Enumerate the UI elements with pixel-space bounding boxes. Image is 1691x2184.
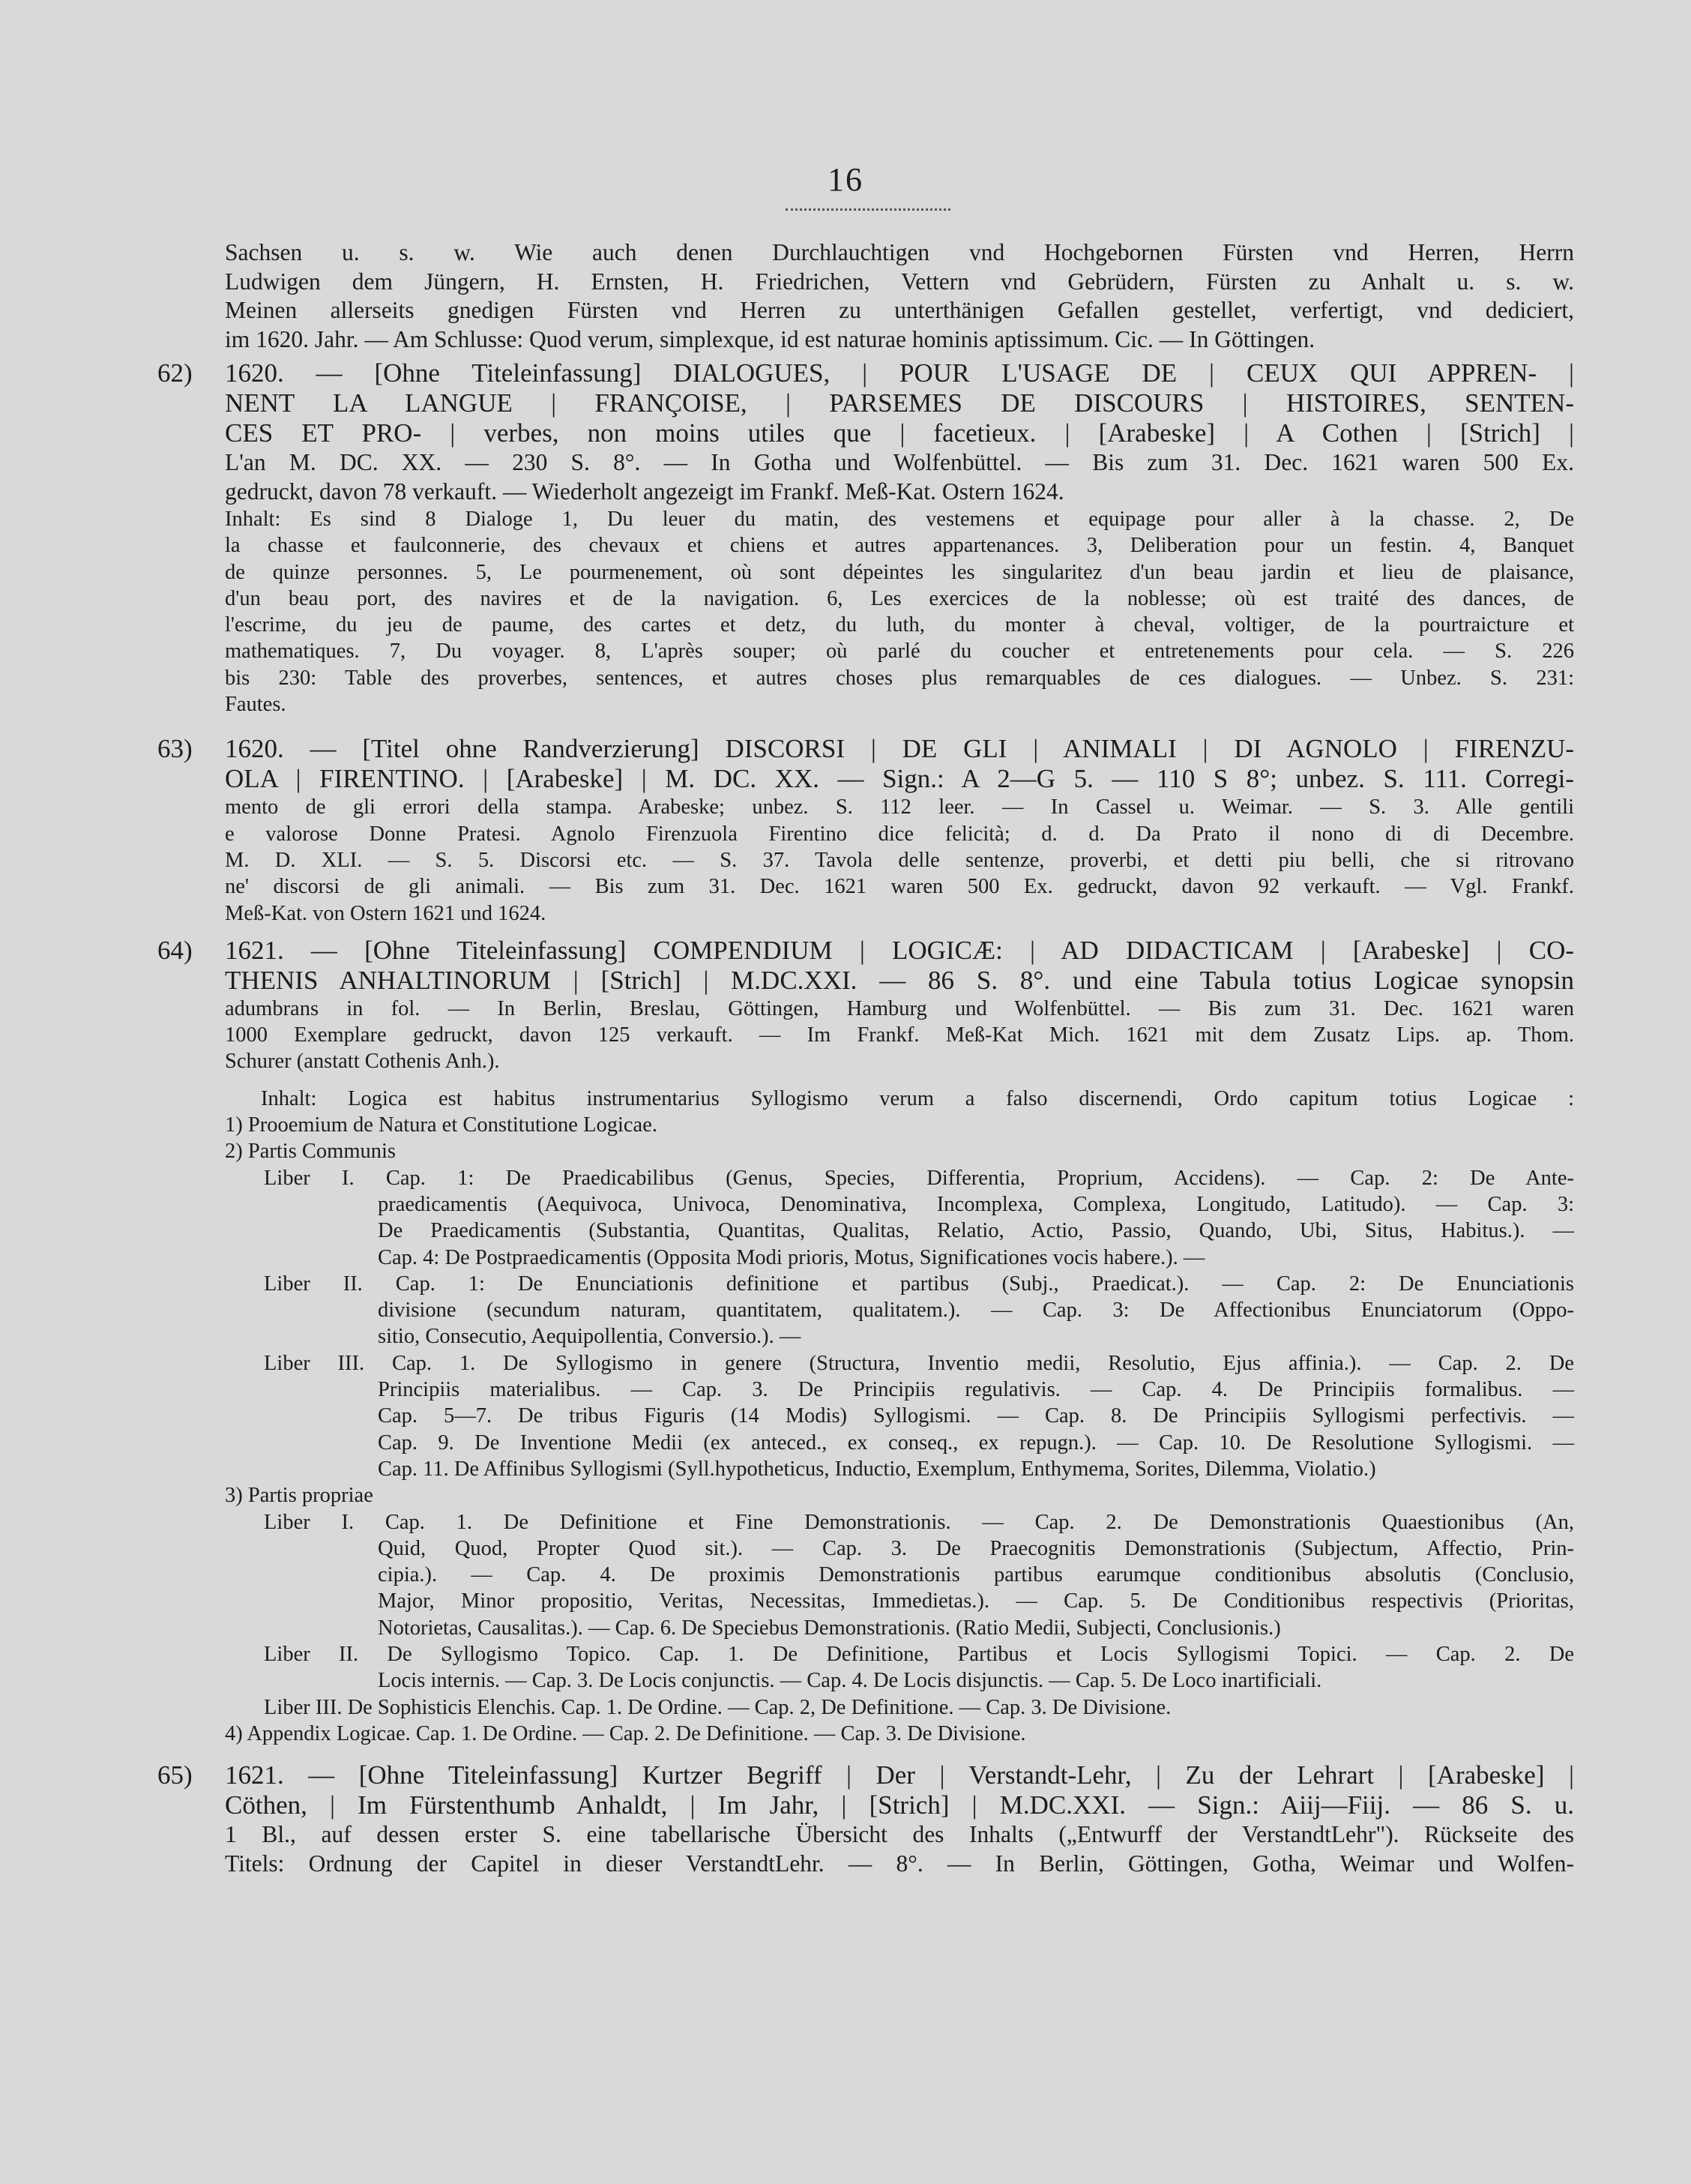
intro-paragraph [225,238,1574,354]
contents-item: 3) Partis propriae [225,1484,373,1508]
entry-title-line: 1620. — [Titel ohne Randverzierung] DISCORSI | DE GLI | ANIMALI | DI AGNOLO | FIRENZU- [225,734,1574,764]
contents-line: sitio, Consecutio, Aequipollentia, Conversio.). — [378,1325,801,1349]
intro-line: Ludwigen dem Jüngern, H. Ernsten, H. Friedrichen, Vettern vnd Gebrüdern, Fürsten zu Anhalt u. s. w. [225,268,1574,295]
entry-number: 62) [157,358,193,388]
contents-intro: Inhalt: Logica est habitus instrumentarius Syllogismo verum a falso discernendi, Ordo capitum totius Logicae : [261,1086,1574,1110]
contents-item: 2) Partis Communis [225,1140,397,1164]
entry-content-line: ne' discorsi de gli animali. — Bis zum 31. Dec. 1621 waren 500 Ex. gedruckt, davon 92 verkauft. — Vgl. Frankf. [225,875,1574,899]
contents-line: De Praedicamentis (Substantia, Quantitas, Qualitas, Relatio, Actio, Passio, Quando, Ubi, Situs, Habitus.). — [378,1219,1574,1243]
page-content [157,238,1574,1878]
entry-content-line: l'escrime, du jeu de paume, des cartes et detz, du luth, du monter à cheval, voltiger, de la pourtraicture et [225,613,1574,637]
contents-line: Principiis materialibus. — Cap. 3. De Principiis regulativis. — Cap. 4. De Principiis formalibus. — [378,1378,1574,1402]
entry-content-line: Fautes. [225,693,286,717]
contents-liber-1 [264,1165,1574,1271]
contents-item: 1) Prooemium de Natura et Constitutione Logicae. [225,1113,657,1137]
entry-title-line: 1621. — [Ohne Titeleinfassung] Kurtzer Begriff | Der | Verstandt-Lehr, | Zu der Lehrart | [Arabeske] | [225,1760,1574,1790]
entry-line: L'an M. DC. XX. — 230 S. 8°. — In Gotha und Wolfenbüttel. — Bis zum 31. Dec. 1621 waren 500 Ex. [225,449,1574,475]
contents-propria-liber-3 [264,1694,1574,1721]
contents-line: Liber I. Cap. 1. De Definitione et Fine Demonstrationis. — Cap. 2. De Demonstrationis Quaestionibus (An, [264,1510,1574,1534]
entry-62 [157,358,1574,718]
entry-content-line: Meß-Kat. von Ostern 1621 und 1624. [225,901,546,925]
contents-line: Liber I. Cap. 1: De Praedicabilibus (Genus, Species, Differentia, Proprium, Accidens). — Cap. 2: De Ante- [264,1166,1574,1190]
entry-title-line: 1621. — [Ohne Titeleinfassung] COMPENDIUM | LOGICÆ: | AD DIDACTICAM | [Arabeske] | CO- [225,935,1574,965]
contents-line: Cap. 4: De Postpraedicamentis (Opposita Modi prioris, Motus, Significationes vocis habere.). — [378,1245,1205,1269]
contents-item: 4) Appendix Logicae. Cap. 1. De Ordine. — Cap. 2. De Definitione. — Cap. 3. De Divisione. [225,1721,1026,1745]
entry-63 [157,734,1574,926]
page-number: 16 [828,161,863,198]
contents-continuation [378,1297,1574,1350]
entry-number: 64) [157,935,193,965]
contents-continuation [378,1667,1574,1694]
entry-number: 65) [157,1760,193,1790]
entry-content-line: bis 230: Table des proverbes, sentences, et autres choses plus remarquables de ces dialogues. — Unbez. S. 231: [225,666,1574,690]
contents-line: Liber III. De Sophisticis Elenchis. Cap. 1. De Ordine. — Cap. 2, De Definitione. — Cap. 3. De Divisione. [264,1695,1172,1719]
entry-title-line: Cöthen, | Im Fürstenthumb Anhaldt, | Im Jahr, | [Strich] | M.DC.XXI. — Sign.: Aiij—Fiij. — 86 S. u. [225,1790,1574,1820]
contents-continuation [378,1377,1574,1482]
contents-line: Liber II. De Syllogismo Topico. Cap. 1. De Definitione, Partibus et Locis Syllogismi Topici. — Cap. 2. De [264,1642,1574,1666]
entry-content-line: adumbrans in fol. — In Berlin, Breslau, Göttingen, Hamburg und Wolfenbüttel. — Bis zum 31. Dec. 1621 waren [225,996,1574,1020]
contents-line: divisione (secundum naturam, quantitatem, qualitatem.). — Cap. 3: De Affectionibus Enunciatorum (Oppo- [378,1299,1574,1323]
intro-line: Sachsen u. s. w. Wie auch denen Durchlauchtigen vnd Hochgebornen Fürsten vnd Herren, Herrn [225,239,1574,265]
entry-content-line: Inhalt: Es sind 8 Dialoge 1, Du leuer du matin, des vestemens et equipage pour aller à la chasse. 2, De [225,508,1574,531]
entry-content-line: la chasse et faulconnerie, des chevaux et chiens et autres appartenances. 3, Deliberation pour un festin. 4, Banquet [225,534,1574,558]
entry-content-line: e valorose Donne Pratesi. Agnolo Firenzuola Firentino dice felicità; d. d. Da Prato il nono di di Decembre. [225,822,1574,846]
entry-content-line: mathematiques. 7, Du voyager. 8, L'après souper; où parlé du coucher et entretenements pour cela. — S. 226 [225,640,1574,664]
contents-line: Cap. 9. De Inventione Medii (ex anteced., ex conseq., ex repugn.). — Cap. 10. De Resolutione Syllogismi. — [378,1431,1574,1455]
contents-liber-2 [264,1271,1574,1350]
entry-content-line: d'un beau port, des navires et de la navigation. 6, Les exercices de la noblesse; où est traité des dances, de [225,586,1574,610]
contents-line: Liber III. Cap. 1. De Syllogismo in genere (Structura, Inventio medii, Resolutio, Ejus affinia.). — Cap. 2. De [264,1351,1574,1375]
entry-content-line: de quinze personnes. 5, Le pourmenement, où sont dépeintes les singularitez d'un beau jardin et lieu de plaisance, [225,560,1574,584]
entry-65 [157,1760,1574,1878]
contents-liber-3 [264,1350,1574,1482]
intro-line: im 1620. Jahr. — Am Schlusse: Quod verum, simplexque, id est naturae hominis aptissimum. Cic. — In Göttingen. [225,325,1315,352]
contents-line: Major, Minor propositio, Veritas, Necessitas, Immedietas.). — Cap. 5. De Conditionibus respectivis (Prioritas, [378,1589,1574,1613]
entry-title-line: NENT LA LANGUE | FRANÇOISE, | PARSEMES DE DISCOURS | HISTOIRES, SENTEN- [225,388,1574,418]
contents-line: Liber II. Cap. 1: De Enunciationis definitione et partibus (Subj., Praedicat.). — Cap. 2: De Enunciationis [264,1272,1574,1296]
entry-content-line: Schurer (anstatt Cothenis Anh.). [225,1050,500,1074]
contents-line: Locis internis. — Cap. 3. De Locis conjunctis. — Cap. 4. De Locis disjunctis. — Cap. 5. De Loco inartificiali. [378,1669,1322,1693]
entry-content-line: mento de gli errori della stampa. Arabeske; unbez. S. 112 leer. — In Cassel u. Weimar. — S. 3. Alle gentili [225,795,1574,819]
entry-content-line: 1000 Exemplare gedruckt, davon 125 verkauft. — Im Frankf. Meß-Kat Mich. 1621 mit dem Zusatz Lips. ap. Thom. [225,1023,1574,1047]
page-number-ornament [786,201,950,211]
entry-title-line: THENIS ANHALTINORUM | [Strich] | M.DC.XXI. — 86 S. 8°. und eine Tabula totius Logicae synopsin [225,965,1574,995]
contents-line: Notorietas, Causalitas.). — Cap. 6. De Speciebus Demonstrationis. (Ratio Medii, Subjecti, Conclusionis.) [378,1616,1281,1640]
entry-number: 63) [157,734,193,764]
entry-title-line: OLA | FIRENTINO. | [Arabeske] | M. DC. XX. — Sign.: A 2—G 5. — 110 S 8°; unbez. S. 111. Corregi- [225,764,1574,794]
entry-line: Titels: Ordnung der Capitel in dieser VerstandtLehr. — 8°. — In Berlin, Göttingen, Gotha, Weimar und Wolfen- [225,1850,1574,1877]
entry-content-line: M. D. XLI. — S. 5. Discorsi etc. — S. 37. Tavola delle sentenze, proverbi, et detti piu belli, che si ritrovano [225,848,1574,872]
contents-line: Cap. 5—7. De tribus Figuris (14 Modis) Syllogismi. — Cap. 8. De Principiis Syllogismi perfectivis. — [378,1404,1574,1428]
contents-line: cipia.). — Cap. 4. De proximis Demonstrationis partibus earumque conditionibus absolutis (Conclusio, [378,1563,1574,1587]
contents-continuation [378,1191,1574,1271]
contents-continuation [378,1535,1574,1641]
entry-line: gedruckt, davon 78 verkauft. — Wiederholt angezeigt im Frankf. Meß-Kat. Ostern 1624. [225,478,1064,505]
intro-line: Meinen allerseits gnedigen Fürsten vnd Herren zu unterthänigen Gefallen gestellet, verfertigt, vnd dediciert, [225,297,1574,323]
contents-line: praedicamentis (Aequivoca, Univoca, Denominativa, Incomplexa, Complexa, Longitudo, Latitudo). — Cap. 3: [378,1192,1574,1216]
entry-title-line: CES ET PRO- | verbes, non moins utiles que | facetieux. | [Arabeske] | A Cothen | [Strich] | [225,418,1574,448]
entry-64 [157,935,1574,1747]
entry-line: 1 Bl., auf dessen erster S. eine tabellarische Übersicht des Inhalts („Entwurff der VerstandtLehr"). Rückseite des [225,1821,1574,1848]
contents-line: Quid, Quod, Propter Quod sit.). — Cap. 3. De Praecognitis Demonstrationis (Subjectum, Affectio, Prin- [378,1536,1574,1560]
contents-propria-liber-1 [264,1509,1574,1641]
entry-title-line: 1620. — [Ohne Titeleinfassung] DIALOGUES, | POUR L'USAGE DE | CEUX QUI APPREN- | [225,358,1574,388]
contents-propria-liber-2 [264,1641,1574,1694]
contents-line: Cap. 11. De Affinibus Syllogismi (Syll.hypotheticus, Inductio, Exemplum, Enthymema, Sorites, Dilemma, Violatio.) [378,1457,1376,1481]
